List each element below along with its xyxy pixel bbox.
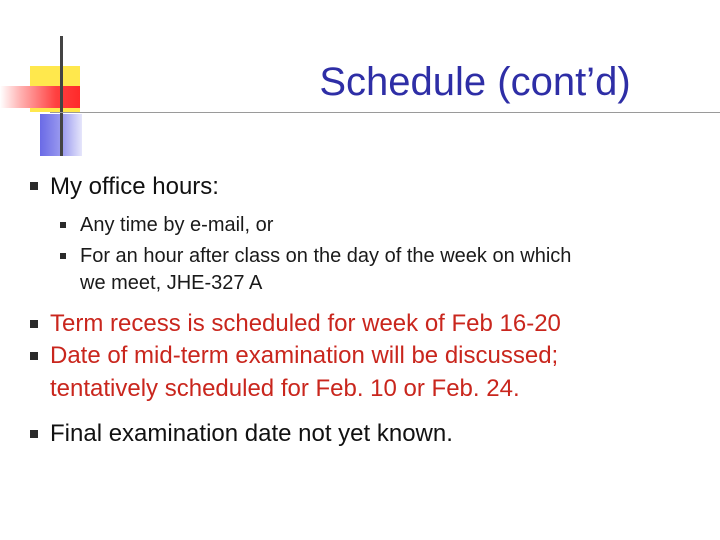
bullet-icon	[60, 253, 66, 259]
bullet-final-exam: Final examination date not yet known.	[50, 420, 453, 447]
bullet-icon	[60, 222, 66, 228]
bullet-icon	[30, 430, 38, 438]
title-underline	[50, 112, 720, 113]
bullet-term-recess: Term recess is scheduled for week of Feb 16-20	[50, 310, 561, 337]
sub-bullet-after-class: For an hour after class on the day of the week on which	[80, 245, 572, 267]
bullet-office-hours: My office hours:	[50, 173, 219, 200]
decor-red-bar	[0, 86, 80, 108]
bullet-midterm: Date of mid-term examination will be discussed;	[50, 342, 559, 369]
sub-bullet-after-class-cont: we meet, JHE-327 A	[80, 272, 263, 294]
slide-title: Schedule (cont’d)	[319, 60, 631, 104]
decor-vertical-line	[60, 36, 63, 156]
bullet-midterm-cont: tentatively scheduled for Feb. 10 or Feb. 24.	[50, 375, 520, 402]
bullet-icon	[30, 352, 38, 360]
bullet-icon	[30, 320, 38, 328]
bullet-icon	[30, 182, 38, 190]
sub-bullet-email: Any time by e-mail, or	[80, 214, 274, 236]
